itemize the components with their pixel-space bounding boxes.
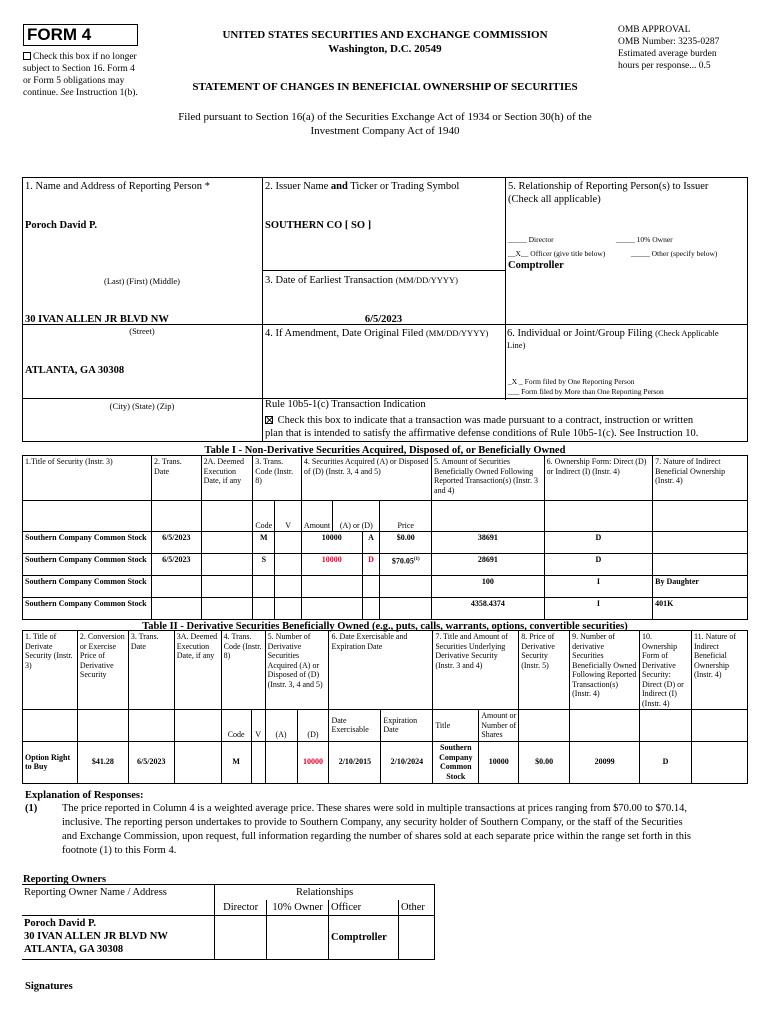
t2-header-owned: 9. Number of derivative Securities Beneficially Owned Following Reported Transaction(s) (Instr. 4) (570, 631, 640, 710)
t2-header-exercisable: 6. Date Exercisable and Expiration Date (329, 631, 433, 710)
t2-sub-v: V (251, 710, 265, 742)
t1-header-title: 1.Title of Security (Instr. 3) (23, 456, 152, 501)
filed-by-more-option: ___ Form filed by More than One Reporting Person (508, 387, 664, 396)
t2-sub-exercisable: Date Exercisable (329, 710, 381, 742)
footnote-text: The price reported in Column 4 is a weighted average price. These shares were sold in multiple transactions at prices ranging from $70.00 to $70.14, inclusive. The reporting person undertakes to provide to Southern Company, any security holder of Southern Company, or the staff of the Securities and Exchange Commission, upon request, full information regarding the number of shares sold at each separate price within the range set forth in this footnote (1) to this Form 4. (62, 803, 691, 856)
t1-header-date: 2. Trans. Date (151, 456, 201, 501)
agency-location: Washington, D.C. 20549 (328, 43, 442, 55)
table-row: Southern Company Common Stock 6/5/2023 M 10000 A $0.00 38691 D (23, 532, 748, 554)
reporting-person-street: 30 IVAN ALLEN JR BLVD NW (25, 314, 169, 325)
ten-percent-owner-option: _____ 10% Owner (616, 235, 673, 244)
t2-header-price: 8. Price of Derivative Security (Instr. 5) (519, 631, 570, 710)
street-caption: (Street) (129, 326, 155, 336)
reporting-owners-table (22, 884, 435, 960)
rule-10b5-title: Rule 10b5-1(c) Transaction Indication (265, 399, 426, 410)
t1-sub-price: Price (380, 501, 432, 532)
officer-option: __X__ Officer (give title below) (508, 249, 606, 258)
earliest-transaction-date: 6/5/2023 (364, 314, 403, 325)
filed-pursuant-line-2: Investment Company Act of 1940 (310, 125, 460, 137)
filed-pursuant-line-1: Filed pursuant to Section 16(a) of the Securities Exchange Act of 1934 or Section 30(h) of the (178, 111, 592, 123)
t2-header-deemed: 3A. Deemed Execution Date, if any (174, 631, 221, 710)
t1-header-securities: 4. Securities Acquired (A) or Disposed of (D) (Instr. 3, 4 and 5) (301, 456, 431, 501)
table-row: Poroch David P. 30 IVAN ALLEN JR BLVD NW ATLANTA, GA 30308 Comptroller (22, 916, 435, 960)
t2-header-number: 5. Number of Derivative Securities Acquired (A) or Disposed of (D) (Instr. 3, 4 and 5) (265, 631, 329, 710)
table-row: Southern Company Common Stock 4358.4374 I 401K (23, 598, 748, 620)
signatures-title: Signatures (25, 981, 73, 992)
box4-label: 4. If Amendment, Date Original Filed (MM/DD/YYYY) (265, 328, 489, 339)
t2-header-nature: 11. Nature of Indirect Beneficial Ownership (Instr. 4) (691, 631, 747, 710)
other-header: Other (399, 900, 435, 916)
statement-title: STATEMENT OF CHANGES IN BENEFICIAL OWNERSHIP OF SECURITIES (192, 81, 578, 93)
reporting-person-name: Poroch David P. (25, 220, 98, 231)
t2-header-date: 3. Trans. Date (128, 631, 174, 710)
t2-header-conversion: 2. Conversion or Exercise Price of Derivative Security (77, 631, 128, 710)
table-row: Southern Company Common Stock 6/5/2023 S 10000 D $70.05$^{(1)}$ 28691 D (23, 554, 748, 576)
filed-by-one-option: _X _ Form filed by One Reporting Person (508, 377, 635, 386)
table1 (22, 455, 748, 620)
reporting-owners-title: Reporting Owners (23, 874, 107, 885)
relationships-header: Relationships (215, 885, 435, 901)
footnote-marker: (1) (25, 803, 38, 814)
name-caption: (Last) (First) (Middle) (103, 276, 180, 286)
t1-sub-aod: (A) or (D) (333, 501, 380, 532)
other-option: _____ Other (specify below) (631, 249, 718, 258)
t1-sub-code: Code (253, 501, 275, 532)
form-title: FORM 4 (27, 25, 92, 44)
t2-sub-a: (A) (265, 710, 297, 742)
no-longer-subject-checkbox-text: Check this box if no longer subject to Section 16. Form 4 or Form 5 obligations may continue. See Instruction 1(b). (23, 52, 138, 98)
t2-header-underlying: 7. Title and Amount of Securities Underlying Derivative Security (Instr. 3 and 4) (433, 631, 519, 710)
city-caption: (City) (State) (Zip) (109, 401, 175, 411)
box2-label: 2. Issuer Name and Ticker or Trading Symbol (265, 181, 460, 192)
table2 (22, 630, 748, 784)
owner-name-header: Reporting Owner Name / Address (22, 885, 215, 916)
t2-sub-amount: Amount or Number of Shares (479, 710, 519, 742)
t2-sub-d: (D) (297, 710, 329, 742)
issuer-name: SOUTHERN CO [ SO ] (265, 220, 372, 231)
rule-10b5-checkbox[interactable] (265, 416, 273, 424)
t1-header-amount-owned: 5. Amount of Securities Beneficially Owned Following Reported Transaction(s) (Instr. 3 and 4) (432, 456, 545, 501)
table-row: Option Right to Buy $41.28 6/5/2023 M 10000 2/10/2015 2/10/2024 Southern Company Common Stock 10000 $0.00 20099 D (23, 741, 748, 783)
explanation-title: Explanation of Responses: (25, 790, 144, 801)
t2-sub-code: Code (221, 710, 251, 742)
box3-label: 3. Date of Earliest Transaction (MM/DD/YYYY) (265, 275, 458, 286)
t2-sub-expiration: Expiration Date (381, 710, 433, 742)
no-longer-subject-checkbox[interactable] (23, 52, 31, 60)
omb-approval: OMB APPROVAL OMB Number: 3235-0287 Estimated average burden hours per response... 0.5 (618, 25, 720, 71)
t1-header-ownership-form: 6. Ownership Form: Direct (D) or Indirect (I) (Instr. 4) (544, 456, 652, 501)
officer-header: Officer (329, 900, 399, 916)
t1-sub-amount: Amount (301, 501, 332, 532)
director-header: Director (215, 900, 267, 916)
table1-title: Table I - Non-Derivative Securities Acquired, Disposed of, or Beneficially Owned (204, 445, 566, 456)
reporting-person-city: ATLANTA, GA 30308 (25, 365, 125, 376)
t1-header-nature: 7. Nature of Indirect Beneficial Ownership (Instr. 4) (653, 456, 748, 501)
t2-header-title: 1. Title of Derivate Security (Instr. 3) (23, 631, 78, 710)
box6-label: 6. Individual or Joint/Group Filing (Check Applicable Line) (507, 328, 719, 350)
box1-label: 1. Name and Address of Reporting Person * (25, 181, 210, 192)
box5-label: 5. Relationship of Reporting Person(s) to Issuer (Check all applicable) (508, 181, 709, 205)
ten-owner-header: 10% Owner (267, 900, 329, 916)
table-row: Southern Company Common Stock 100 I By Daughter (23, 576, 748, 598)
t1-header-code: 3. Trans. Code (Instr. 8) (253, 456, 302, 501)
rule-10b5-text: Check this box to indicate that a transaction was made pursuant to a contract, instruction or written plan that is intended to satisfy the affirmative defense conditions of Rule 10b5-1(c). See Instruction 10. (265, 415, 699, 439)
table2-title: Table II - Derivative Securities Beneficially Owned (e.g., puts, calls, warrants, options, convertible securities) (142, 621, 628, 632)
t2-header-code: 4. Trans. Code (Instr. 8) (221, 631, 265, 710)
t2-header-ownership-form: 10. Ownership Form of Derivative Security: Direct (D) or Indirect (I) (Instr. 4) (640, 631, 692, 710)
director-option: _____ Director (508, 235, 554, 244)
agency-name: UNITED STATES SECURITIES AND EXCHANGE COMMISSION (222, 29, 548, 41)
t1-header-deemed: 2A. Deemed Execution Date, if any (201, 456, 253, 501)
officer-title: Comptroller (508, 260, 564, 271)
t2-sub-title: Title (433, 710, 479, 742)
t1-sub-v: V (275, 501, 302, 532)
